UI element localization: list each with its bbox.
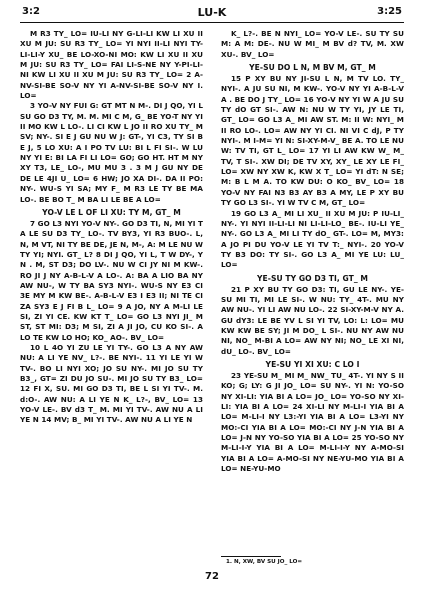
section-heading: YO-V LE L OF LI XU: TY M, GT_ M bbox=[42, 207, 181, 217]
paragraph: 15 P XY BU NY JI-SU L N, M TV LO. TY_ NYI-. A JU SU NI, M KW-. YO-V NY YI A-B-L-V A . BE DO J TY_ LO= 16 YO-V NY YI W A JU SU TY dO GT SI-. AW N: NU W TY YI, JY LE TI, GT_ LO= GO L3 A_ MI AW ST. M: II W: NYI_ M II RO LO-. LO= AW NY YI CI. NI VI C dJ, P TY NYI-. M I-M= YI N: SI-XY-M-V_ BE A. TO LE NU W: TV TI, GT L_ LO= 17 YI LI AW KW W_ M_ TV, T SI-. XW DI; DE TV XY, XY_ LE XY LE FI_ LO= XW NY XW K, KW X T_ LO= YI dT: N SE; M: B L M A. TO KW DU: O KO_ BV_ LO= 18 YO-V NY FAI N3 B3 AY B3 A MY, LE P XY BU TY GO L3 SI-. YI W TV C M, GT_ LO= bbox=[221, 74, 404, 208]
section-heading: YE-SU TY GO D3 TI, GT_ M bbox=[256, 273, 368, 283]
paragraph: 3 YO-V NY FUI G: GT MT N M-. DI J QO, YI L SU GO D3 TY, M. M. MI C M, G_ BE YO-T NY YI II MO KW L LO-. LI CI KW L JO II RO XU TY_ M SV; NY-. SI E J GU NU W J: GT-, YI C3, TY SI B E J, 5 LO XU: A I PO TV LU: BI L FI SI-. W LU NY YI E: BI LA FI LI LO= GO; GO HT. HT M NY XY T3, LE_ LO-, MU MU 3 . 3 M J GU NY DE DE LE 4JI U_ LO= 6 HW; JO XA DI-. DA II PO: NY-. WU-S YI SA; MY F_ M R3 LE TY BE MA LO-. BE BO T_ M BA LI LE BE A LO= bbox=[20, 101, 203, 204]
header-chapter-verse-left: 3:2 bbox=[22, 6, 40, 17]
header-book-title: LU-K bbox=[197, 6, 227, 19]
paragraph: 19 GO L3 A_ MI LI XU_ II XU M JU: P IU-LI_ NY-. YI NYI II-LI-LI NI LI-LI-LO_ BE-. IU-LI YE_ NY-. GO L3 A_ MI LI TY dO_ GT-. LO= M, MY3: A JO PI DU YO-V LE YI TV T:_ NYI-. 20 YO-V TY B3 DO: TY SI-. GO L3 A_ MI YE LU: LU_ LO= bbox=[221, 208, 404, 270]
section-heading: YE-SU DO L N, M BV M, GT_ M bbox=[249, 63, 376, 73]
page-number: 72 bbox=[205, 571, 219, 582]
paragraph: 23 YE-SU M_ MI M_ NW_ TU_ 4T-. YI NY S II KO; G; LY: G JI JO_ LO= SU NY-. YI N: YO-SO NY XI-LI: YIA BI A LO= JO_ LO= YO-SO NY XI-LI: YIA BI A LO= 24 XI-LI NY M-LI-I YIA BI A LO= M-LI-I NY L3:-YI YIA BI A LO= L3-YI NY MO:-CI YIA BI A LO= MO:-CI NY J-N YIA BI A LO= J-N NY YO-SO YIA BI A LO= 25 YO-SO NY M-LI-I-Y YIA BI A LO= M-LI-I-Y NY A-MO-SI YIA BI A LO= A-MO-SI NY NE-YU-MO YIA BI A LO= NE-YU-MO bbox=[221, 370, 404, 474]
footnote: 1. N, XW, BV SU JO_ LO= bbox=[226, 559, 303, 565]
paragraph: M R3 TY_ LO= IU-LI NY G-LI-LI KW LI XU II XU M JU: SU R3 TY_ LO= YI NYI II-LI NYI TY-LI-LI-Y XU_ BE LO-XO-NI MO: KW LI XU II XU M JU: SU R3 TY_ LO= FAI LI-S-NE NY Y-PI-LI-NI KW LI XU II XU M JU: SU R3 TY_ LO= 2 A-NV-SI-BE SO-V NY YI A-NV-SI-BE SO-V NY I. LO= bbox=[20, 29, 203, 101]
paragraph: 10 L 4O YI ZU LE YI TY-. GO L3 A NY AW NU: A LI YE NV_ L?-. BE NYI-. 11 YI LE YI W TV-. BO LI NYI XO; JO SU NY-. MI JO SU TY B3_, GT= ZI DU JO SU-. MI JO SU TY B3_ LO= 12 FI X, SU. MI GO D3 TI, BE L SI YI TV-. M. d:O-. AW NU: A LI YE N K_ L?-, BV_ LO= 13 YO-V LE-. BV d3 T_ M. MI YI TV-. AW NU A LI YE N 14 MV; B_ MI YI TV-. AW NU A LI YE N bbox=[20, 342, 203, 425]
paragraph: 21 P XY BU TY GO D3: TI, GU LE NY-. YE-SU MI TI, MI LE SI-. W NU: TY_ 4T-. MU NY AW NU-. YI LI AW NU LO-. 22 SI-XY-M-V NY A. GU dY3: LE BE YV L SI YI TV, LO: L: LO= MU KW KW BE SY; JI M DO_ L SI-. NU NY AW NU NI, NO_ M-BI A LO= AW NY NI; NO_ LE XI NI, dU_ LO-. BV_ LO= bbox=[221, 284, 404, 356]
header-rule bbox=[20, 22, 404, 23]
header-chapter-verse-right: 3:25 bbox=[377, 6, 402, 17]
paragraph: 7 GO L3 NYI YO-V NY-. GO D3 TI, N, MI YI T A LE SU D3 TY_ LO-. TV BY3, YI R3 BUO-. L, N, M VT, NI TY BE DE, JE N, M-, A: M LE NU W TY YI; NYI. GT_ L? 8 DI J QO, YI L, T W DY-, Y N . M, ST D3; DO LV-. NU W CI JY NI M KW-. RO JI J NY A-B-L-V A LO-. A: BA A LIO BA NY AW NU-, W TY BA SY3 NYI-. WU-S NY E3 CI 3E MY M KW BE-. A-B-L-V E3 I E3 II; NI TE CI ZA SY3 E J FI B L_ LO= 9 A JO, NY A M-LI LE SI, ZI YI CE. KW KT T_ LO= GO L3 NYI JI_ M ST, ST MI: D3; M SI, ZI A JI JO, CU KO SI-. A LO TE KW LO HO; KO_ AO-. BV_ LO= bbox=[20, 218, 203, 342]
footnote-rule bbox=[221, 556, 281, 557]
section-heading: YE-SU YI XI XU: C LO I bbox=[265, 359, 360, 369]
paragraph: K_ L?-. BE N NYI_ LO= YO-V LE-. SU TY SU M: A M: DE-. NU W MI_ M BV d? TV, M. XW XU-. BV_ LO= bbox=[221, 29, 404, 59]
left-column bbox=[20, 29, 203, 426]
right-column bbox=[221, 29, 404, 474]
